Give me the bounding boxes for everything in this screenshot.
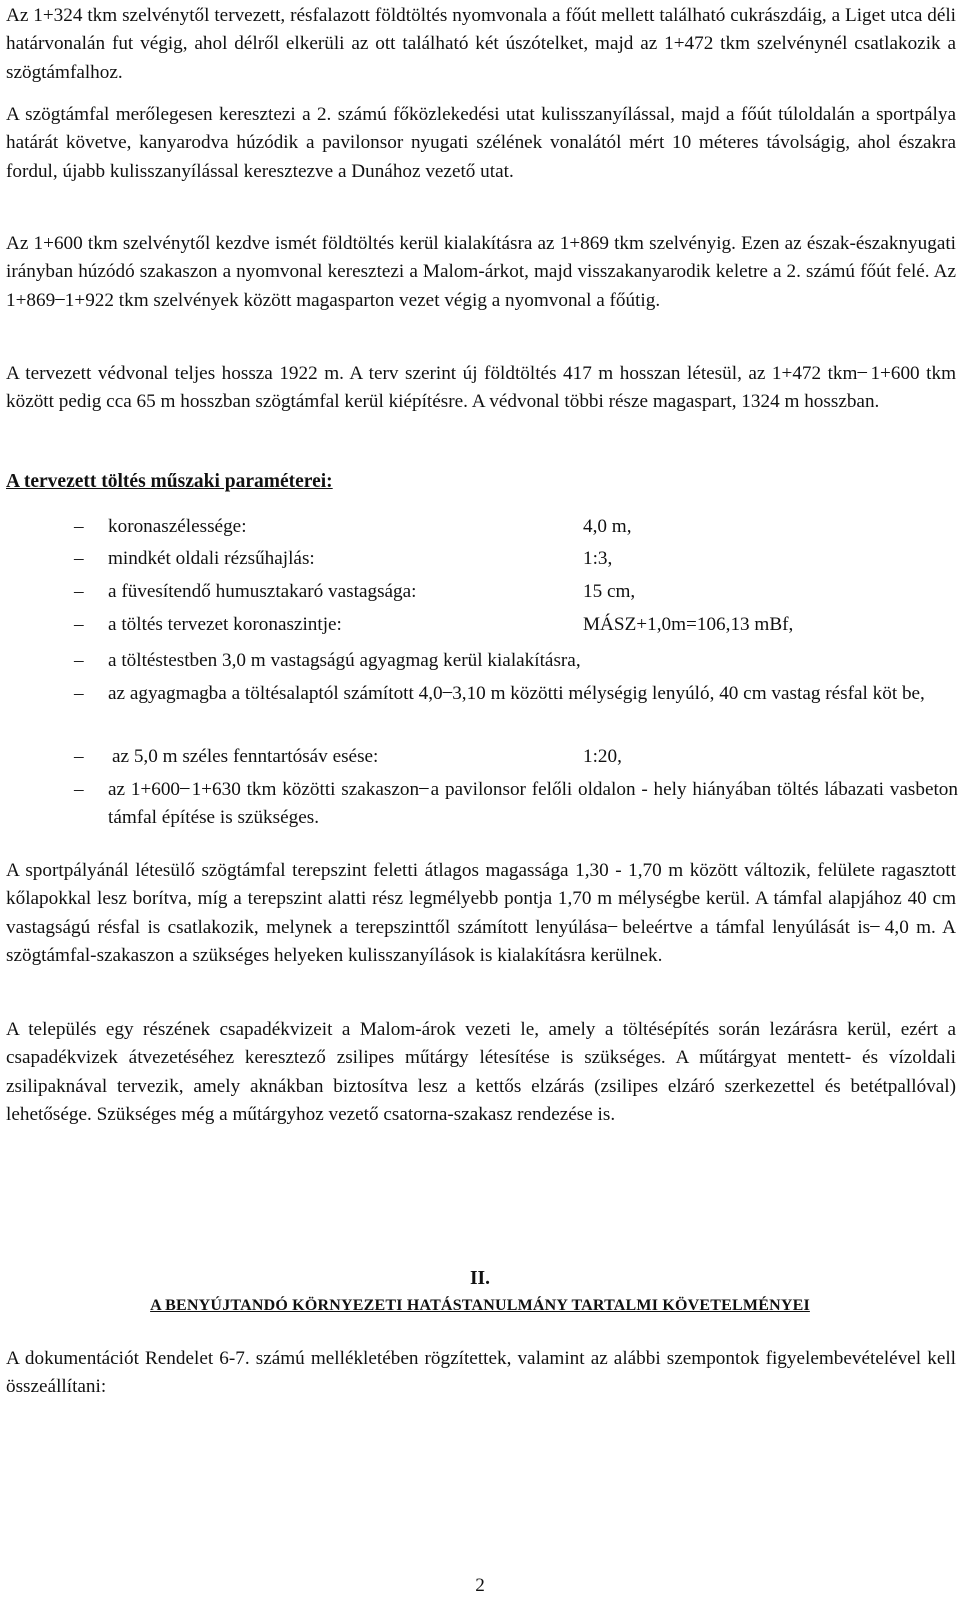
dash-bullet: – <box>74 779 84 800</box>
list-item <box>74 680 958 708</box>
param-value: MÁSZ+1,0m=106,13 mBf, <box>583 614 794 635</box>
dash-bullet: – <box>74 581 84 602</box>
paragraph-documentation: A dokumentációt Rendelet 6-7. számú mellékletében rögzítettek, valamint az alábbi szempontok figyelembevételével kell összeállítani: <box>6 1348 956 1398</box>
list-item <box>74 776 958 833</box>
dash-bullet: – <box>74 516 84 537</box>
section-number: II. <box>469 1268 491 1289</box>
param-row <box>74 578 958 606</box>
param-label: az 5,0 m széles fenntartósáv esése: <box>112 746 379 767</box>
paragraph-route-start: Az 1+324 tkm szelvénytől tervezett, résfalazott földtöltés nyomvonala a főút mellett található cukrászdáig, a Liget utca déli határvonalán fut végig, ahol délről elkerüli az ott található két úszótelket, majd az 1+472 tkm szelvénynél csatlakozik a szögtámfalhoz. <box>6 5 956 83</box>
page-number: 2 <box>475 1575 485 1596</box>
section-title <box>0 1292 960 1320</box>
dash-bullet: – <box>74 746 84 767</box>
paragraph-mill-ditch: A település egy részének csapadékvizeit a Malom-árok vezeti le, amely a töltésépítés során lezárásra kerül, ezért a csapadékvizek átvezetéséhez keresztező zsilipes műtárgy létesítése is szükséges. A műtárgyat mentett- és vízoldali zsilipaknával tervezik, amely aknákban biztosítva lesz a kettős elzárás (zsilipes elzáró szerkezettel és betétpallóval) lehetősége. Szükséges még a műtárgyhoz vezető csatorna-szakasz rendezése is. <box>6 1019 956 1126</box>
param-label: a töltés tervezet koronaszintje: <box>108 614 342 635</box>
paragraph-sports-field-wall: A sportpályánál létesülő szögtámfal terepszint feletti átlagos magassága 1,30 - 1,70 m között változik, felülete ragasztott kőlapokkal lesz borítva, míg a terepszint alatti rész legmélyebb pontja 1,70 m mélységbe kerül. A támfal alapjához 40 cm vastagságú résfal is csatlakozik, melynek a terepszinttől számított lenyúlása ̶ beleértve a támfal lenyúlását is ̶ 4,0 m. A szögtámfal-szakaszon a szükséges helyeken kulisszanyílások is kialakításra kerülnek. <box>6 860 956 967</box>
param-value: 1:3, <box>583 548 613 569</box>
param-row <box>74 743 958 771</box>
dash-bullet: – <box>74 650 84 671</box>
param-value: 15 cm, <box>583 581 636 602</box>
list-item-text: a töltéstestben 3,0 m vastagságú agyagmag kerül kialakításra, <box>108 650 581 671</box>
param-value: 1:20, <box>583 746 622 767</box>
list-item-text: az agyagmagba a töltésalaptól számított 4,0 ̶ 3,10 m közötti mélységig lenyúló, 40 cm vastag résfal köt be, <box>108 683 925 704</box>
param-value: 4,0 m, <box>583 516 632 537</box>
paragraph-total-length: A tervezett védvonal teljes hossza 1922 m. A terv szerint új földtöltés 417 m hosszan létesül, az 1+472 tkm ̶ 1+600 tkm között pedig cca 65 m hosszban szögtámfal kerül kiépítésre. A védvonal többi része magaspart, 1324 m hosszban. <box>6 363 956 413</box>
parameters-heading-text: A tervezett töltés műszaki paraméterei: <box>6 471 333 492</box>
param-label: mindkét oldali rézsűhajlás: <box>108 548 315 569</box>
section-title-text: A BENYÚJTANDÓ KÖRNYEZETI HATÁSTANULMÁNY TARTALMI KÖVETELMÉNYEI <box>150 1297 810 1314</box>
paragraph-angle-wall: A szögtámfal merőlegesen keresztezi a 2. számú főközlekedési utat kulisszanyílással, majd a főút túloldalán a sportpálya határát követve, kanyarodva húzódik a pavilonsor nyugati szélének vonalától mért 10 méteres távolságig, ahol északra fordul, újabb kulisszanyílással keresztezve a Dunához vezető utat. <box>6 104 956 182</box>
dash-bullet: – <box>74 614 84 635</box>
list-item-text: az 1+600 ̶ 1+630 tkm közötti szakaszon ̶ a pavilonsor felőli oldalon - hely hiányában töltés lábazati vasbeton támfal építése is szükséges. <box>108 779 958 829</box>
dash-bullet: – <box>74 683 84 704</box>
paragraph-earth-embankment: Az 1+600 tkm szelvénytől kezdve ismét földtöltés kerül kialakításra az 1+869 tkm szelvényig. Ezen az észak-északnyugati irányban húzódó szakaszon a nyomvonal keresztezi a Malom-árkot, majd visszakanyarodik keletre a 2. számú főút felé. Az 1+869 ̶ 1+922 tkm szelvények között magasparton vezet végig a nyomvonal a főútig. <box>6 233 956 311</box>
parameters-heading <box>6 468 333 496</box>
param-row <box>74 513 958 541</box>
list-item <box>74 647 958 675</box>
param-row <box>74 545 958 573</box>
param-label: koronaszélessége: <box>108 516 247 537</box>
param-row <box>74 611 958 639</box>
param-label: a füvesítendő humusztakaró vastagsága: <box>108 581 417 602</box>
dash-bullet: – <box>74 548 84 569</box>
